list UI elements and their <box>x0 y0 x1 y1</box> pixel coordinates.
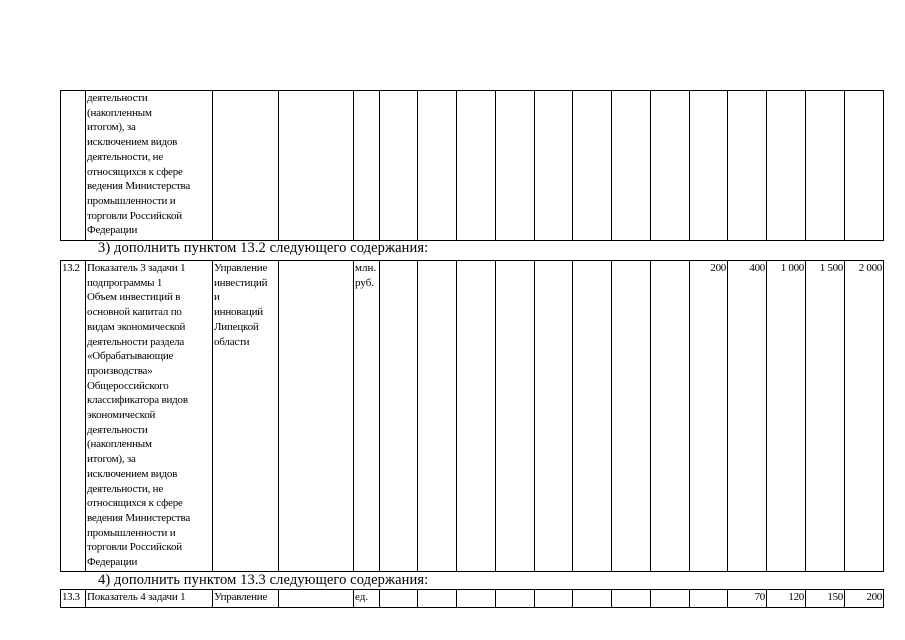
responsible-org-cell: Управление <box>213 590 279 608</box>
row-number-cell: 13.3 <box>61 590 86 608</box>
value-cell: 200 <box>690 261 728 572</box>
value-cell <box>418 590 457 608</box>
value-cell <box>535 590 573 608</box>
unit-cell: млн. руб. <box>354 261 380 572</box>
value-cell <box>457 590 496 608</box>
value-cell <box>612 91 651 241</box>
value-cell: 2 000 <box>845 261 884 572</box>
value-cell <box>380 590 418 608</box>
table-row <box>61 91 884 241</box>
empty-cell <box>279 590 354 608</box>
value-cell <box>767 91 806 241</box>
empty-cell <box>279 261 354 572</box>
indicators-table-part-2 <box>60 260 884 572</box>
value-cell: 120 <box>767 590 806 608</box>
indicators-table-part-3 <box>60 589 884 608</box>
indicator-name-cell: Показатель 3 задачи 1 подпрограммы 1 Объем инвестиций в основной капитал по видам экономической деятельности раздела «Обрабатывающие производства» Общероссийского классификатора видов экономической деятельности (накопленным итогом), за исключением видов деятельности, не относящихся к сфере ведения Министерства промышленности и торговли Российской Федерации <box>86 261 213 572</box>
value-cell <box>457 261 496 572</box>
value-cell: 400 <box>728 261 767 572</box>
value-cell: 1 500 <box>806 261 845 572</box>
value-cell <box>573 91 612 241</box>
value-cell: 70 <box>728 590 767 608</box>
value-cell <box>496 91 535 241</box>
value-cell <box>535 91 573 241</box>
value-cell <box>612 590 651 608</box>
value-cell: 1 000 <box>767 261 806 572</box>
value-cell: 150 <box>806 590 845 608</box>
unit-cell <box>354 91 380 241</box>
value-cell <box>496 261 535 572</box>
value-cell <box>457 91 496 241</box>
unit-cell: ед. <box>354 590 380 608</box>
value-cell <box>573 261 612 572</box>
value-cell <box>651 91 690 241</box>
indicator-name-cell: деятельности (накопленным итогом), за исключением видов деятельности, не относящихся к сфере ведения Министерства промышленности и торговли Российской Федерации <box>86 91 213 241</box>
value-cell <box>380 91 418 241</box>
row-number-cell <box>61 91 86 241</box>
value-cell <box>690 91 728 241</box>
amendment-heading-13-3: 4) дополнить пунктом 13.3 следующего содержания: <box>98 572 429 588</box>
value-cell <box>418 91 457 241</box>
value-cell <box>380 261 418 572</box>
value-cell <box>573 590 612 608</box>
value-cell <box>728 91 767 241</box>
value-cell <box>612 261 651 572</box>
indicator-name-cell: Показатель 4 задачи 1 <box>86 590 213 608</box>
responsible-org-cell: Управление инвестиций и инноваций Липецкой области <box>213 261 279 572</box>
indicators-table-part-1 <box>60 90 884 241</box>
value-cell <box>806 91 845 241</box>
value-cell <box>690 590 728 608</box>
value-cell: 200 <box>845 590 884 608</box>
value-cell <box>496 590 535 608</box>
table-row <box>61 590 884 608</box>
value-cell <box>535 261 573 572</box>
value-cell <box>651 590 690 608</box>
value-cell <box>845 91 884 241</box>
value-cell <box>418 261 457 572</box>
amendment-heading-13-2: 3) дополнить пунктом 13.2 следующего содержания: <box>98 240 429 256</box>
row-number-cell: 13.2 <box>61 261 86 572</box>
value-cell <box>651 261 690 572</box>
empty-cell <box>279 91 354 241</box>
table-row <box>61 261 884 572</box>
responsible-org-cell <box>213 91 279 241</box>
